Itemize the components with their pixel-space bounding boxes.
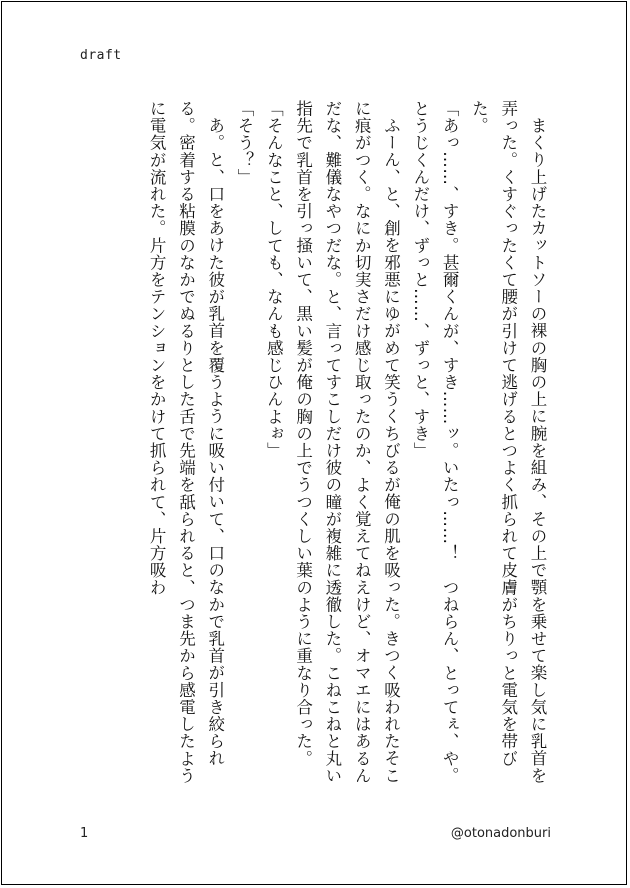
- page-number: 1: [80, 826, 89, 841]
- paragraph-3: ふーん、と、創を邪悪にゆがめて笑うくちびるが俺の肌を吸った。きつく吸われたそこに痕がつく。なにか切実さだけ感じ取ったのか、よく覚えてねえけど、オマエにはあるんだな、難儀なやつだな。と、言ってすこしだけ彼の瞳が複雑に透徹した。こねこねと丸い指先で乳首を引っ掻いて、黒い髪が俺の胸の上でうつくしい葉のように重なり合った。: [293, 100, 401, 784]
- draft-label: draft: [80, 48, 122, 63]
- author-handle: @otonadonburi: [450, 826, 551, 841]
- paragraph-5-dialogue: 「そう？」: [235, 100, 255, 186]
- paragraph-2-dialogue: 「あっ……、すき。甚爾くんが、すき……ッ。いたっ……！ つねらん、とってぇ、や。とうじくんだけ、ずっと……、ずっと、すき」: [410, 100, 460, 784]
- paragraph-1: まくり上げたカットソーの裸の胸の上に腕を組み、その上で顎を乗せて楽し気に乳首を弄った。くすぐったくて腰が引けて逃げるとつよく抓られて皮膚がちりっと電気を帯びた。: [469, 100, 547, 784]
- paragraph-6: あ。と、口をあけた彼が乳首を覆うように吸い付いて、口のなかで乳首が引き絞られる。密着する粘膜のなかでぬるりとした舌で先端を舐られると、つま先から感電したように電気が流れた。片方をテンションをかけて抓られて、片方吸わ: [147, 100, 225, 784]
- manuscript-body: [142, 100, 552, 800]
- paragraph-4-dialogue: 「そんなこと、しても、なんも感じひんよぉ」: [264, 100, 284, 460]
